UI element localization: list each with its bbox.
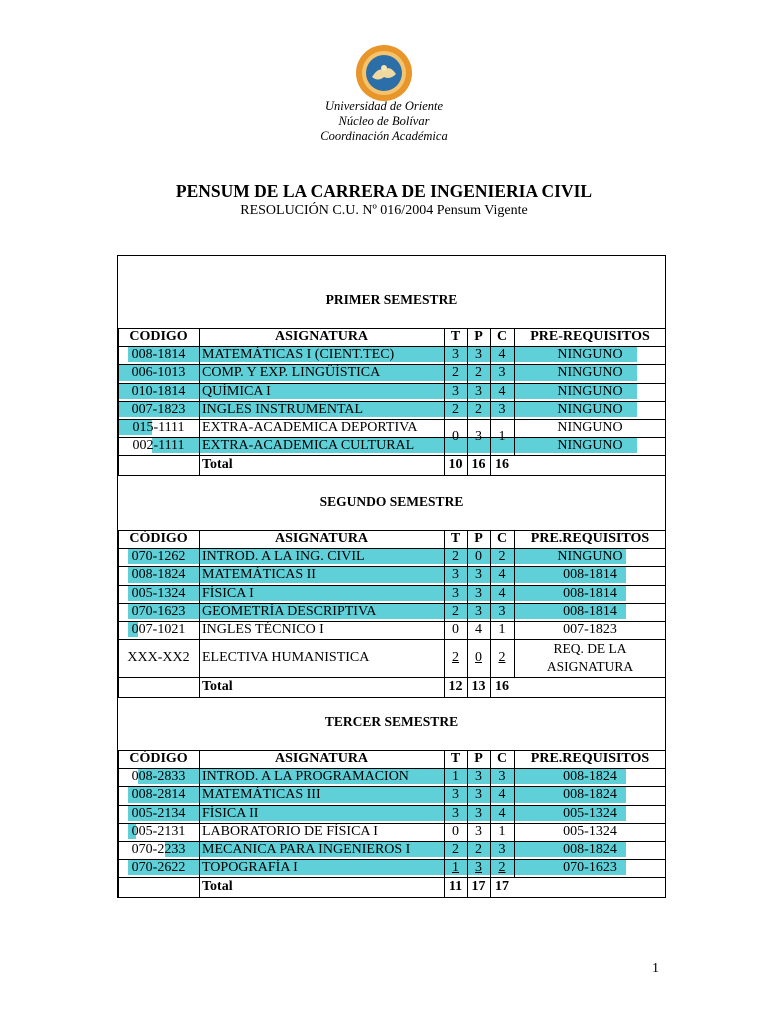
column-header: PRE.REQUISITOS xyxy=(530,751,650,767)
column-header: CODIGO xyxy=(129,329,188,345)
table-cell-name: MATEMÁTICAS II xyxy=(202,567,316,583)
table-cell-t: 0 xyxy=(452,823,459,839)
table-cell-t: 3 xyxy=(452,383,459,399)
table-cell-name: EXTRA-ACADEMICA DEPORTIVA xyxy=(202,420,418,436)
table-cell-code: 007-1021 xyxy=(131,622,186,638)
table-cell-c: 4 xyxy=(498,787,506,803)
total-c: 16 xyxy=(495,678,509,694)
table-cell-c: 3 xyxy=(498,603,506,619)
table-cell-code: 015-1111 xyxy=(132,420,185,436)
total-c: 17 xyxy=(495,879,509,895)
column-header: C xyxy=(496,531,508,547)
column-header: T xyxy=(450,751,461,767)
table-cell-code: 008-2814 xyxy=(131,787,186,803)
table-cell-p: 3 xyxy=(475,383,482,399)
table-cell-p: 2 xyxy=(475,842,482,858)
column-divider xyxy=(118,750,119,897)
table-cell-p: 3 xyxy=(475,603,482,619)
table-cell-code: 005-1324 xyxy=(131,585,186,601)
table-cell-c: 3 xyxy=(498,401,506,417)
table-cell-t: 3 xyxy=(452,787,459,803)
table-cell-p: 3 xyxy=(475,347,482,363)
institution-line: Universidad de Oriente xyxy=(324,99,444,113)
column-header: T xyxy=(450,531,461,547)
table-cell-c: 3 xyxy=(498,842,506,858)
table-cell-pre: 007-1823 xyxy=(563,622,617,638)
semester-title: PRIMER SEMESTRE xyxy=(325,292,458,307)
column-divider xyxy=(467,750,468,897)
table-cell-pre: NINGUNO xyxy=(557,549,623,565)
column-header: ASIGNATURA xyxy=(274,751,369,767)
table-cell-p: 3 xyxy=(475,585,482,601)
semester-title: SEGUNDO SEMESTRE xyxy=(319,494,464,509)
table-cell-code: 006-1013 xyxy=(131,365,186,381)
table-cell-code: 010-1814 xyxy=(131,383,186,399)
column-header: P xyxy=(474,751,483,767)
table-cell-name: LABORATORIO DE FÍSICA I xyxy=(202,823,378,839)
table-cell-name: QUÍMICA I xyxy=(202,383,271,399)
table-cell-t: 2 xyxy=(452,401,459,417)
table-cell-name: EXTRA-ACADEMICA CULTURAL xyxy=(202,438,415,454)
table-cell-p: 2 xyxy=(475,365,482,381)
table-cell-c: 1 xyxy=(498,823,506,839)
total-label: Total xyxy=(202,457,233,473)
table-cell-name: GEOMETRÍA DESCRIPTIVA xyxy=(202,603,377,619)
table-cell-t: 3 xyxy=(452,805,459,821)
table-divider xyxy=(117,897,666,898)
column-divider xyxy=(490,328,491,475)
table-cell-t: 3 xyxy=(452,347,459,363)
column-divider xyxy=(444,530,445,697)
table-cell-pre: NINGUNO xyxy=(557,365,623,381)
institution-line: Coordinación Académica xyxy=(320,129,448,143)
table-cell-p: 3 xyxy=(475,787,482,803)
table-divider xyxy=(117,475,666,476)
column-header: P xyxy=(474,329,483,345)
table-cell-pre: 008-1814 xyxy=(563,567,617,583)
table-cell-c: 3 xyxy=(498,365,506,381)
column-divider xyxy=(199,750,200,897)
table-cell-p: 0 xyxy=(475,650,482,666)
table-cell-t: 0 xyxy=(452,429,459,445)
table-cell-t: 2 xyxy=(452,842,459,858)
table-cell-name: MATEMÁTICAS III xyxy=(202,787,321,803)
table-cell-t: 2 xyxy=(452,365,459,381)
column-header: PRE-REQUISITOS xyxy=(530,329,650,345)
column-header: T xyxy=(450,329,461,345)
column-divider xyxy=(199,328,200,475)
table-cell-name: INTROD. A LA PROGRAMACION xyxy=(202,769,409,785)
column-header: C xyxy=(496,329,508,345)
table-cell-t: 1 xyxy=(452,769,459,785)
total-t: 11 xyxy=(448,879,463,895)
total-p: 16 xyxy=(471,457,486,473)
column-divider xyxy=(490,530,491,697)
table-cell-t: 2 xyxy=(452,650,459,666)
table-cell-pre: REQ. DE LA ASIGNATURA xyxy=(546,641,634,675)
table-cell-code: 070-2622 xyxy=(131,860,186,876)
table-cell-code: 070-1623 xyxy=(131,603,186,619)
table-cell-c: 2 xyxy=(498,860,506,876)
table-cell-c: 4 xyxy=(498,805,506,821)
table-cell-pre: 005-1324 xyxy=(563,823,617,839)
table-cell-pre: 008-1824 xyxy=(563,769,617,785)
column-divider xyxy=(118,530,119,697)
column-divider xyxy=(199,530,200,697)
table-cell-name: INGLES TÉCNICO I xyxy=(202,622,324,638)
table-cell-pre: 008-1824 xyxy=(563,842,617,858)
table-cell-code: 008-2833 xyxy=(131,769,186,785)
total-t: 12 xyxy=(448,678,463,694)
total-p: 17 xyxy=(471,879,486,895)
table-cell-c: 1 xyxy=(498,429,506,445)
table-cell-t: 3 xyxy=(452,567,459,583)
column-divider xyxy=(514,530,515,677)
table-cell-name: FÍSICA I xyxy=(202,585,254,601)
table-cell-p: 3 xyxy=(475,860,482,876)
table-cell-code: 007-1823 xyxy=(131,401,186,417)
table-cell-p: 3 xyxy=(475,567,482,583)
table-cell-c: 2 xyxy=(498,650,506,666)
table-cell-pre: NINGUNO xyxy=(557,347,623,363)
table-cell-c: 4 xyxy=(498,347,506,363)
university-seal-icon xyxy=(355,44,413,102)
table-cell-p: 3 xyxy=(475,769,482,785)
column-header: ASIGNATURA xyxy=(274,329,369,345)
table-cell-pre: NINGUNO xyxy=(557,383,623,399)
document-title: PENSUM DE LA CARRERA DE INGENIERIA CIVIL xyxy=(175,181,593,201)
column-header: CÓDIGO xyxy=(129,751,188,767)
table-cell-c: 4 xyxy=(498,585,506,601)
table-cell-pre: 008-1814 xyxy=(563,585,617,601)
table-cell-c: 1 xyxy=(498,622,506,638)
table-cell-p: 2 xyxy=(475,401,482,417)
table-cell-pre: 070-1623 xyxy=(563,860,617,876)
table-cell-t: 3 xyxy=(452,585,459,601)
column-header: ASIGNATURA xyxy=(274,531,369,547)
table-cell-pre: 005-1324 xyxy=(563,805,617,821)
column-divider xyxy=(514,750,515,877)
column-header: PRE.REQUISITOS xyxy=(530,531,650,547)
column-divider xyxy=(444,328,445,475)
column-divider xyxy=(444,750,445,897)
table-cell-p: 3 xyxy=(475,429,482,445)
document-subtitle: RESOLUCIÓN C.U. Nº 016/2004 Pensum Vigente xyxy=(240,203,528,218)
table-cell-code: XXX-XX2 xyxy=(127,650,190,666)
table-cell-code: 008-1814 xyxy=(131,347,186,363)
total-p: 13 xyxy=(471,678,486,694)
table-cell-code: 070-1262 xyxy=(131,549,186,565)
table-cell-c: 4 xyxy=(498,567,506,583)
total-t: 10 xyxy=(448,457,463,473)
table-cell-p: 4 xyxy=(475,622,482,638)
column-divider xyxy=(467,530,468,697)
table-divider xyxy=(117,697,666,698)
table-cell-name: INTROD. A LA ING. CIVIL xyxy=(202,549,365,565)
table-cell-t: 2 xyxy=(452,603,459,619)
total-c: 16 xyxy=(495,457,509,473)
table-cell-name: TOPOGRAFÍA I xyxy=(202,860,298,876)
table-cell-c: 3 xyxy=(498,769,506,785)
table-cell-c: 4 xyxy=(498,383,506,399)
table-cell-name: ELECTIVA HUMANISTICA xyxy=(202,650,370,666)
table-cell-name: COMP. Y EXP. LINGÜÍSTICA xyxy=(202,365,381,381)
table-cell-t: 0 xyxy=(452,622,459,638)
table-cell-p: 0 xyxy=(475,549,482,565)
table-cell-code: 002-1111 xyxy=(132,438,185,454)
table-cell-p: 3 xyxy=(475,823,482,839)
column-header: CÓDIGO xyxy=(129,531,188,547)
total-label: Total xyxy=(202,678,233,694)
table-cell-pre: 008-1824 xyxy=(563,787,617,803)
column-header: C xyxy=(496,751,508,767)
column-divider xyxy=(118,328,119,475)
table-cell-pre: NINGUNO xyxy=(557,438,623,454)
column-divider xyxy=(514,328,515,455)
table-cell-t: 2 xyxy=(452,549,459,565)
table-cell-name: MATEMÁTICAS I (CIENT.TEC) xyxy=(202,347,395,363)
page-number: 1 xyxy=(652,961,659,976)
column-header: P xyxy=(474,531,483,547)
table-cell-code: 070-2233 xyxy=(131,842,186,858)
total-label: Total xyxy=(202,879,233,895)
column-divider xyxy=(467,328,468,475)
semester-title: TERCER SEMESTRE xyxy=(324,714,459,729)
table-cell-c: 2 xyxy=(498,549,506,565)
table-cell-code: 008-1824 xyxy=(131,567,186,583)
table-cell-pre: NINGUNO xyxy=(557,401,623,417)
table-cell-name: INGLES INSTRUMENTAL xyxy=(202,401,364,417)
table-cell-name: MECANICA PARA INGENIEROS I xyxy=(202,842,411,858)
column-divider xyxy=(490,750,491,897)
table-cell-pre: 008-1814 xyxy=(563,603,617,619)
institution-line: Núcleo de Bolívar xyxy=(338,114,430,128)
table-cell-pre: NINGUNO xyxy=(557,420,623,436)
table-cell-code: 005-2134 xyxy=(131,805,186,821)
table-cell-name: FÍSICA II xyxy=(202,805,259,821)
table-cell-t: 1 xyxy=(452,860,459,876)
table-cell-code: 005-2131 xyxy=(131,823,186,839)
table-cell-p: 3 xyxy=(475,805,482,821)
